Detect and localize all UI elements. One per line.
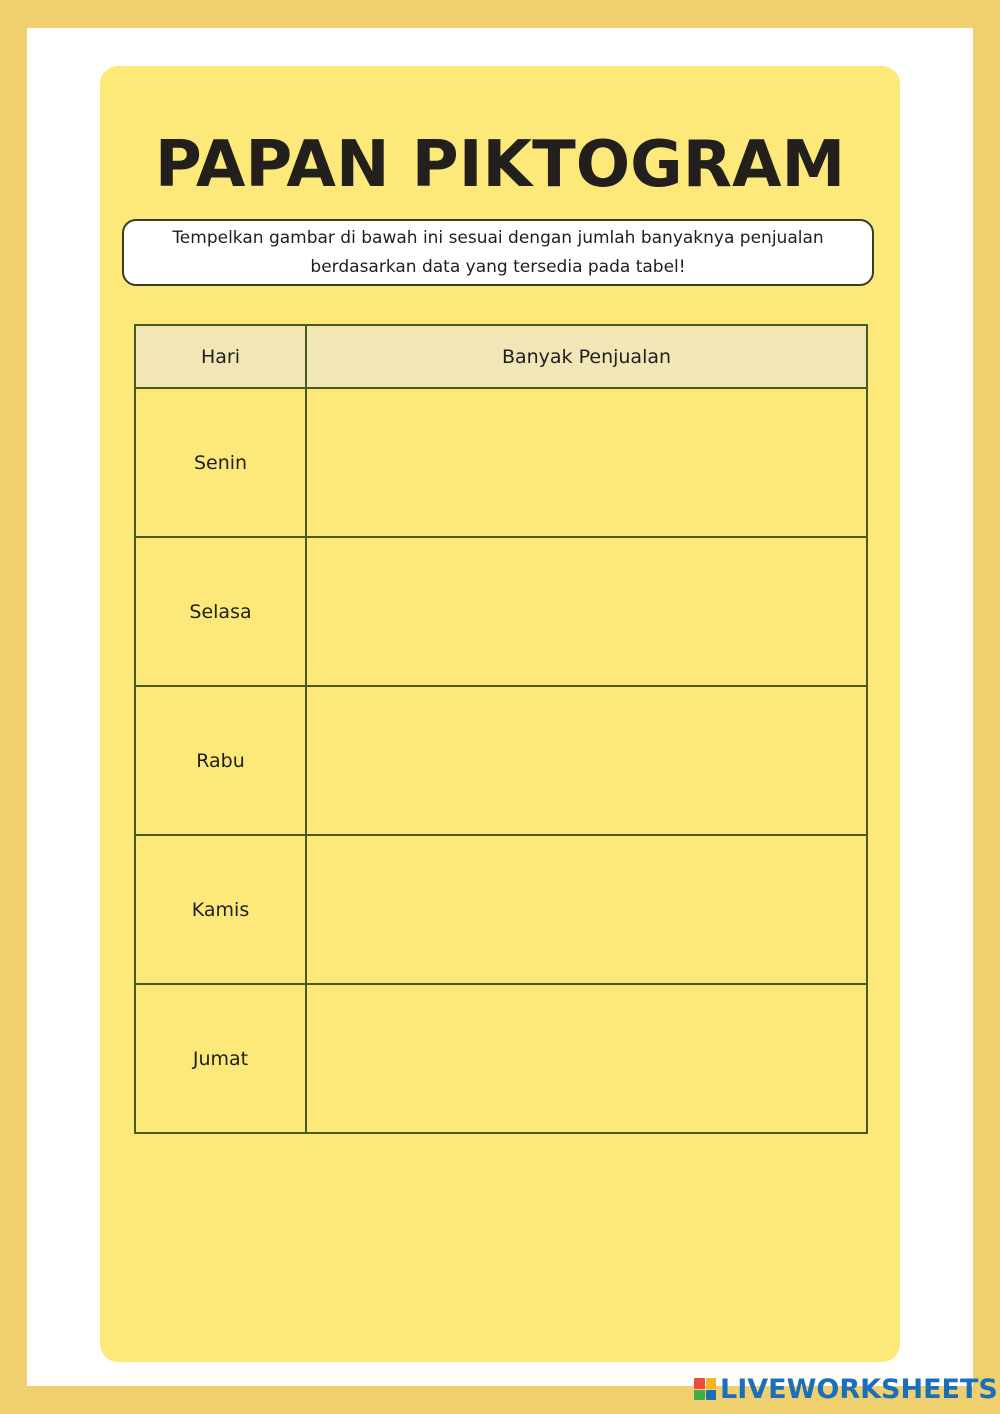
- table-header-row: [135, 325, 867, 388]
- day-cell: Rabu: [135, 686, 306, 835]
- day-cell: Kamis: [135, 835, 306, 984]
- pictogram-table: [134, 324, 868, 1134]
- sales-drop-area[interactable]: [306, 537, 867, 686]
- sales-drop-area[interactable]: [306, 835, 867, 984]
- table-row: [135, 686, 867, 835]
- sales-drop-area[interactable]: [306, 388, 867, 537]
- sales-drop-area[interactable]: [306, 984, 867, 1133]
- table-row: [135, 537, 867, 686]
- day-cell: Selasa: [135, 537, 306, 686]
- instruction-text: Tempelkan gambar di bawah ini sesuai dengan jumlah banyaknya penjualan berdasarkan data yang tersedia pada tabel!: [172, 227, 824, 277]
- brand-name: LIVEWORKSHEETS: [720, 1373, 998, 1405]
- header-day: Hari: [135, 325, 306, 388]
- header-sales: Banyak Penjualan: [306, 325, 867, 388]
- page-title: PAPAN PIKTOGRAM: [154, 128, 846, 202]
- day-cell: Jumat: [135, 984, 306, 1133]
- table-row: [135, 835, 867, 984]
- table-row: [135, 984, 867, 1133]
- table-row: [135, 388, 867, 537]
- liveworksheets-logo-icon: [694, 1378, 716, 1400]
- liveworksheets-brand: [694, 1374, 998, 1404]
- day-cell: Senin: [135, 388, 306, 537]
- sales-drop-area[interactable]: [306, 686, 867, 835]
- instruction-box: [122, 219, 874, 286]
